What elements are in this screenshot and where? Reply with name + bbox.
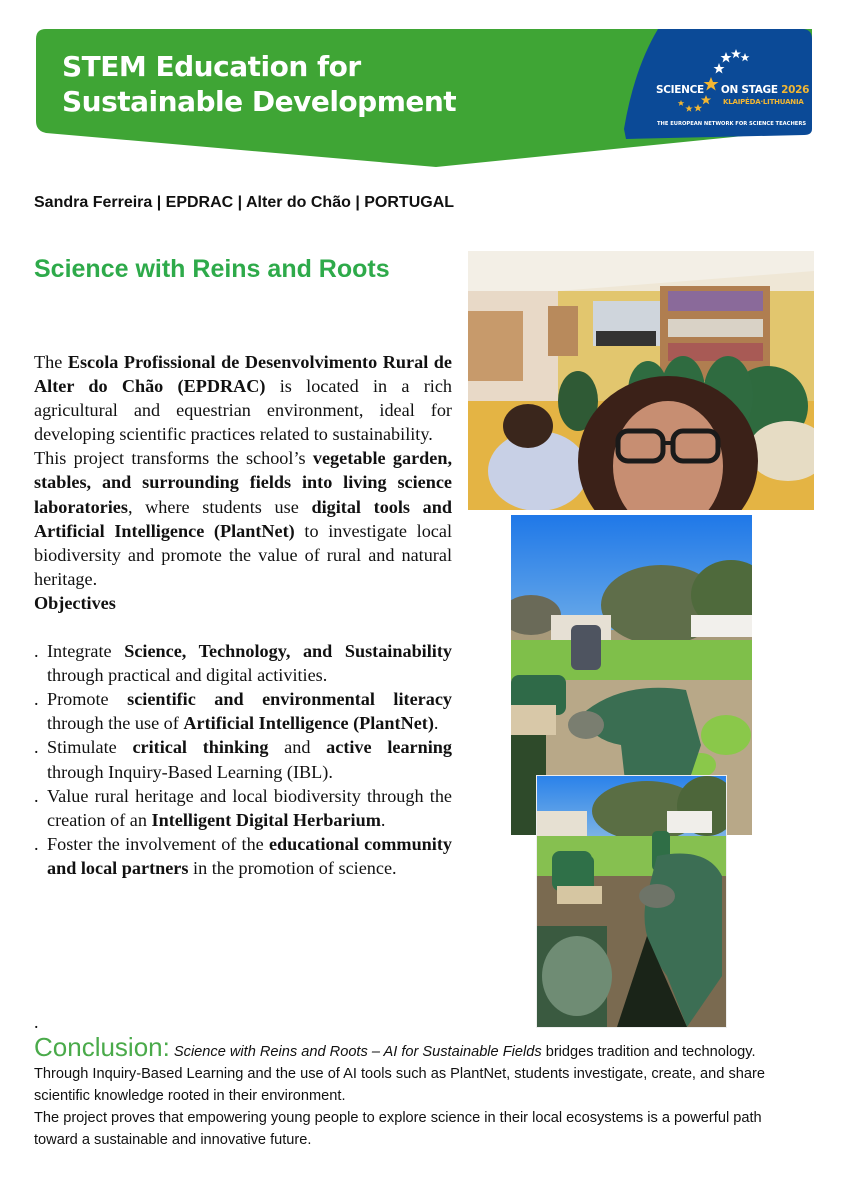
list-item: . Integrate Science, Technology, and Sustainability through practical and digital activities. <box>34 639 452 687</box>
intro-paragraph-1: The Escola Profissional de Desenvolvimento Rural de Alter do Chão (EPDRAC) is located in a rich agricultural and equestrian environment, ideal for developing scientific practices related to sustainability. <box>34 352 452 445</box>
conclusion-section: Conclusion: Science with Reins and Roots – AI for Sustainable Fields bridges tradition and technology. Through Inquiry-Based Learning and the use of AI tools such as PlantNet, students investigate, create, and share scientific knowledge rooted in their environment. The project proves that empowering young people to explore science in their local ecosystems is a powerful path toward a sustainable and innovative future. <box>34 1032 765 1148</box>
objectives-list <box>34 639 452 880</box>
list-item: . Foster the involvement of the educational community and local partners in the promotion of science. <box>34 832 452 880</box>
list-item: . Promote scientific and environmental literacy through the use of Artificial Intelligence (PlantNet). <box>34 687 452 735</box>
list-item: . Stimulate critical thinking and active learning through Inquiry-Based Learning (IBL). <box>34 735 452 783</box>
objectives-heading: Objectives <box>34 592 116 613</box>
science-on-stage-logo <box>626 37 812 137</box>
stray-dot: . <box>34 1012 39 1032</box>
conclusion-heading: Conclusion: <box>34 1032 170 1062</box>
classroom-image <box>468 251 814 510</box>
body-text <box>34 350 452 880</box>
banner-title: STEM Education for Sustainable Development <box>62 50 457 118</box>
garden-image-2 <box>537 776 726 1027</box>
list-item: . Value rural heritage and local biodiversity through the creation of an Intelligent Digital Herbarium. <box>34 784 452 832</box>
page-title: Science with Reins and Roots <box>34 255 390 283</box>
garden-photo-2 <box>537 776 726 1027</box>
header-banner <box>36 29 812 167</box>
logo-tagline: THE EUROPEAN NETWORK FOR SCIENCE TEACHERS <box>657 121 807 127</box>
intro-paragraph-2: This project transforms the school’s vegetable garden, stables, and surrounding fields into living science laboratories, where students use digital tools and Artificial Intelligence (PlantNet) to investigate local biodiversity and promote the value of rural and natural heritage. <box>34 448 452 589</box>
logo-wordmark: SCIENCE ON STAGE 2026 <box>656 84 810 96</box>
classroom-photo <box>468 251 814 510</box>
author-line: Sandra Ferreira | EPDRAC | Alter do Chão | PORTUGAL <box>34 194 455 211</box>
logo-location: KLAIPĖDA·LITHUANIA <box>723 98 804 106</box>
